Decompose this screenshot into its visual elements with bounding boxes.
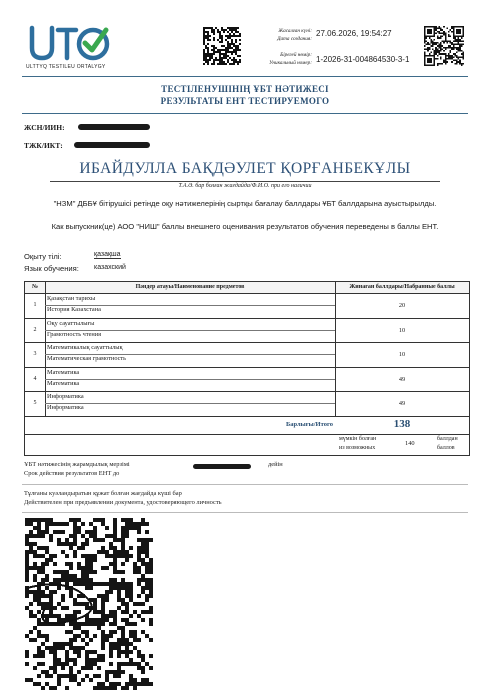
table-row [25,343,469,368]
header-divider [22,76,468,77]
subject-ru: Грамотность чтения [47,330,102,338]
title-ru: РЕЗУЛЬТАТЫ ЕНТ ТЕСТИРУЕМОГО [160,96,330,106]
subject-ru: Математика [47,379,80,387]
subject-divider [45,403,335,404]
results-table [24,281,470,456]
row-score: 49 [398,400,406,407]
row-num: 3 [25,343,46,367]
date-label-kz: Жасалған күні: [278,28,312,34]
row-num: 1 [25,294,46,318]
qr-code-small [203,27,241,65]
subject-kz: Қазақстан тарихы [47,295,96,302]
document-note-ru: Действителен при предъявлении документа, удостоверяющего личность [24,499,222,506]
total-score: 138 [393,417,411,430]
title-kz: ТЕСТІЛЕНУШІНІҢ ҰБТ НӘТИЖЕСІ [161,84,329,94]
row-subject [45,343,336,367]
title-divider [22,113,468,114]
header-labels [250,27,312,67]
language-label-ru: Язык обучения: [24,264,79,273]
table-row [25,319,469,344]
max-label-kz: мүмкін болған [339,435,377,442]
row-score: 10 [398,326,406,334]
row-subject [45,368,336,392]
row-subject [45,392,336,416]
table-row [25,294,469,319]
ikt-label: ТЖК/ИКТ: [24,141,63,150]
full-name: ИБАЙДУЛЛА БАҚДӘУЛЕТ ҚОРҒАНБЕКҰЛЫ [79,160,411,177]
validity-suffix: дейін [268,461,283,468]
unique-number: 1-2026-31-004864530-3-1 [316,55,410,64]
section-divider [22,484,468,485]
iin-redaction [78,124,150,130]
iin-label: ЖСН/ИИН: [24,123,65,132]
redacted-photo [25,518,153,690]
row-num: 5 [25,392,46,416]
row-score: 49 [398,375,406,383]
name-underline [50,181,440,182]
header-num: № [25,282,46,293]
subject-kz: Математика [47,368,80,376]
language-value-ru: казахский [94,264,126,271]
document-note-kz: Тұлғаны куәландыратын құжат болған жағдайда күші бар [24,490,182,497]
number-label-kz: Бірегей нөмір: [280,52,312,58]
notice-kz: "НЗМ" ДББҰ бітірушісі ретінде оқу нәтижелерінің сыртқы бағалау баллдары ҰБТ баллдарына ауыстырылды. [53,199,437,208]
max-score: 140 [405,439,415,447]
notice-ru: Как выпускник(це) АОО "НИШ" баллы внешнего оценивания результатов обучения переведены в баллы ЕНТ. [51,222,439,231]
number-label-ru: Уникальный номер: [269,60,312,66]
section-divider [22,512,468,513]
table-row [25,392,469,417]
creation-date: 27.06.2026, 19:54:27 [316,29,392,38]
row-subject [45,319,336,343]
language-value-kz: қазақша [94,251,121,258]
total-row [25,417,469,435]
qr-code-large [424,26,464,66]
subject-kz: Информатика [47,393,84,400]
header-subject: Пәндер атауы/Наименование предметов [45,282,336,293]
subject-divider [45,379,335,380]
total-label: Барлығы/Итого [285,420,333,428]
row-subject [45,294,336,318]
ikt-redaction [74,142,150,148]
row-score: 10 [398,351,406,358]
max-unit-kz: баллдан [437,435,458,442]
max-label-ru: из возможных [339,444,376,451]
validity-date-redaction [193,464,251,469]
table-row [25,368,469,393]
max-unit-ru: баллов [437,444,455,451]
date-label-ru: Дата создания: [277,36,312,42]
validity-label-kz: ҰБТ нәтижесінің жарамдылық мерзімі [24,461,130,468]
subject-ru: Информатика [47,404,84,411]
language-label-kz: Оқыту тілі: [24,252,62,261]
fio-caption: Т.А.Ә. бар болған жағдайда/Ф.И.О. при его наличии [178,183,312,189]
subject-ru: Математическая грамотность [47,355,127,362]
row-num: 2 [25,319,46,343]
max-score-row [25,435,469,455]
subject-kz: Оқу сауаттылығы [47,319,95,327]
row-score: 20 [398,302,406,309]
subject-ru: История Казахстана [47,306,101,313]
row-num: 4 [25,368,46,392]
validity-label-ru: Срок действия результатов ЕНТ до [24,470,120,477]
header-score: Жинаған баллдары/Набранные баллы [349,284,455,290]
table-header [25,282,469,294]
subject-kz: Математикалық сауаттылық [47,344,123,351]
logo-caption: ULTTYQ TESTILEU ORTALYGY [26,64,106,70]
